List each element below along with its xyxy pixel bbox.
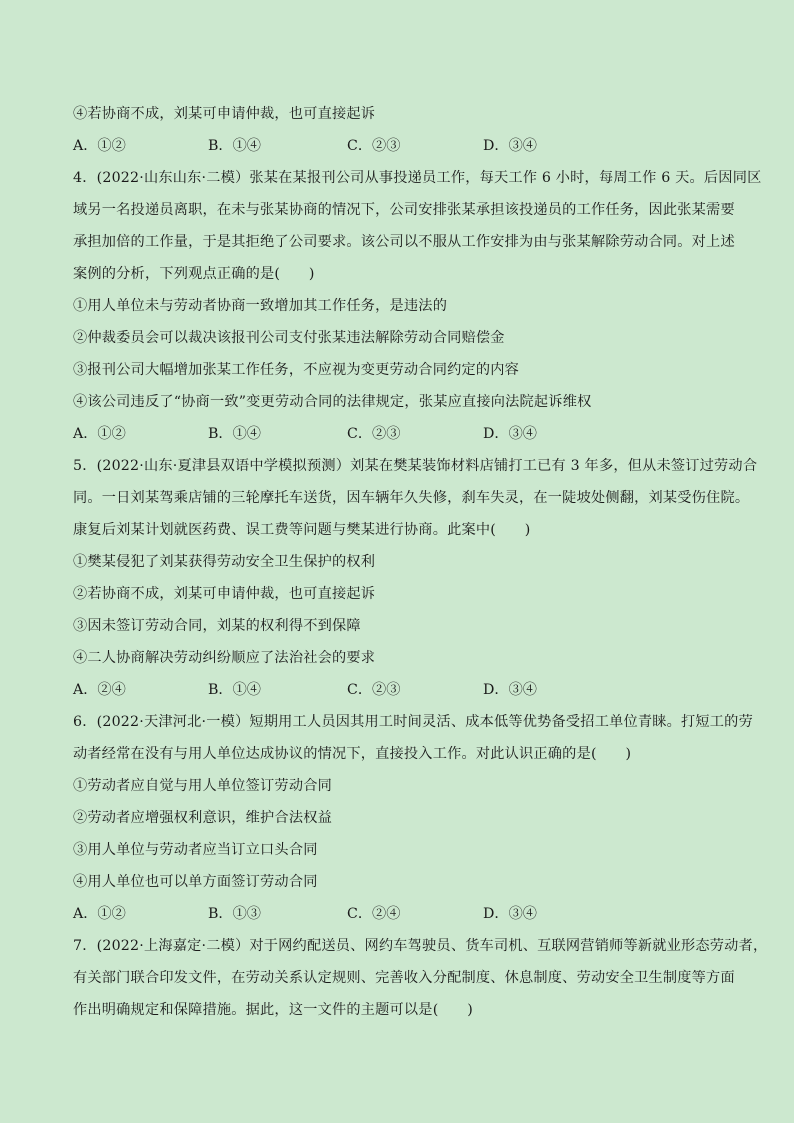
q5-option-4: ④二人协商解决劳动纠纷顺应了法治社会的要求 bbox=[73, 650, 376, 666]
q4-option-2: ②仲裁委员会可以裁决该报刊公司支付张某违法解除劳动合同赔偿金 bbox=[73, 330, 505, 346]
q4-choice-c[interactable]: C．②③ bbox=[347, 426, 401, 442]
q5-choice-b[interactable]: B．①④ bbox=[208, 682, 261, 698]
q5-choices bbox=[73, 674, 733, 706]
q4-choice-a[interactable]: A．①② bbox=[73, 426, 126, 442]
q3-option-4: ④若协商不成，刘某可申请仲裁，也可直接起诉 bbox=[73, 106, 376, 122]
q6-option-1: ①劳动者应自觉与用人单位签订劳动合同 bbox=[73, 778, 332, 794]
q3-choice-a[interactable]: A．①② bbox=[73, 138, 126, 154]
q4-choice-d[interactable]: D．③④ bbox=[483, 426, 537, 442]
q6-choice-a[interactable]: A．①② bbox=[73, 906, 126, 922]
q7-stem-line: 作出明确规定和保障措施。据此，这一文件的主题可以是( ) bbox=[73, 1002, 473, 1018]
q3-choices bbox=[73, 130, 733, 162]
q5-stem-line: 5．(2022·山东·夏津县双语中学模拟预测）刘某在樊某装饰材料店铺打工已有 3 年多，但从未签订过劳动合 bbox=[73, 458, 758, 474]
q6-option-4: ④用人单位也可以单方面签订劳动合同 bbox=[73, 874, 318, 890]
q7-stem-line: 有关部门联合印发文件，在劳动关系认定规则、完善收入分配制度、休息制度、劳动安全卫生制度等方面 bbox=[73, 970, 735, 986]
q3-choice-d[interactable]: D．③④ bbox=[483, 138, 537, 154]
q6-stem-line: 6．(2022·天津河北·一模）短期用工人员因其用工时间灵活、成本低等优势备受招工单位青睐。打短工的劳 bbox=[73, 714, 753, 730]
q5-option-3: ③因未签订劳动合同，刘某的权利得不到保障 bbox=[73, 618, 361, 634]
q5-choice-d[interactable]: D．③④ bbox=[483, 682, 537, 698]
q6-choice-c[interactable]: C．②④ bbox=[347, 906, 401, 922]
q4-stem-line: 域另一名投递员离职，在未与张某协商的情况下，公司安排张某承担该投递员的工作任务，因此张某需要 bbox=[73, 202, 735, 218]
q6-stem-line: 动者经常在没有与用人单位达成协议的情况下，直接投入工作。对此认识正确的是( ) bbox=[73, 746, 632, 762]
q4-choice-b[interactable]: B．①④ bbox=[208, 426, 261, 442]
q4-stem-line: 承担加倍的工作量，于是其拒绝了公司要求。该公司以不服从工作安排为由与张某解除劳动合同。对上述 bbox=[73, 234, 735, 250]
q6-option-3: ③用人单位与劳动者应当订立口头合同 bbox=[73, 842, 318, 858]
q5-choice-c[interactable]: C．②③ bbox=[347, 682, 401, 698]
q4-choices bbox=[73, 418, 733, 450]
q3-choice-c[interactable]: C．②③ bbox=[347, 138, 401, 154]
q5-stem-line: 同。一日刘某驾乘店铺的三轮摩托车送货，因车辆年久失修，刹车失灵，在一陡坡处侧翻，刘某受伤住院。 bbox=[73, 490, 750, 506]
q4-option-1: ①用人单位未与劳动者协商一致增加其工作任务，是违法的 bbox=[73, 298, 448, 314]
q5-option-1: ①樊某侵犯了刘某获得劳动安全卫生保护的权利 bbox=[73, 554, 376, 570]
q4-stem-line: 4．(2022·山东山东·二模）张某在某报刊公司从事投递员工作，每天工作 6 小时，每周工作 6 天。后因同区 bbox=[73, 170, 762, 186]
document-page bbox=[73, 98, 768, 1026]
q6-option-2: ②劳动者应增强权利意识，维护合法权益 bbox=[73, 810, 332, 826]
q6-choice-d[interactable]: D．③④ bbox=[483, 906, 537, 922]
q7-stem-line: 7．(2022·上海嘉定·二模）对于网约配送员、网约车驾驶员、货车司机、互联网营销师等新就业形态劳动者， bbox=[73, 938, 768, 954]
q4-option-3: ③报刊公司大幅增加张某工作任务，不应视为变更劳动合同约定的内容 bbox=[73, 362, 520, 378]
q5-choice-a[interactable]: A．②④ bbox=[73, 682, 126, 698]
q5-stem-line: 康复后刘某计划就医药费、误工费等问题与樊某进行协商。此案中( ) bbox=[73, 522, 531, 538]
q6-choice-b[interactable]: B．①③ bbox=[208, 906, 261, 922]
q6-choices bbox=[73, 898, 733, 930]
q4-option-4: ④该公司违反了“协商一致”变更劳动合同的法律规定，张某应直接向法院起诉维权 bbox=[73, 394, 592, 410]
q4-stem-line: 案例的分析，下列观点正确的是( ) bbox=[73, 266, 315, 282]
q3-choice-b[interactable]: B．①④ bbox=[208, 138, 261, 154]
q5-option-2: ②若协商不成，刘某可申请仲裁，也可直接起诉 bbox=[73, 586, 376, 602]
